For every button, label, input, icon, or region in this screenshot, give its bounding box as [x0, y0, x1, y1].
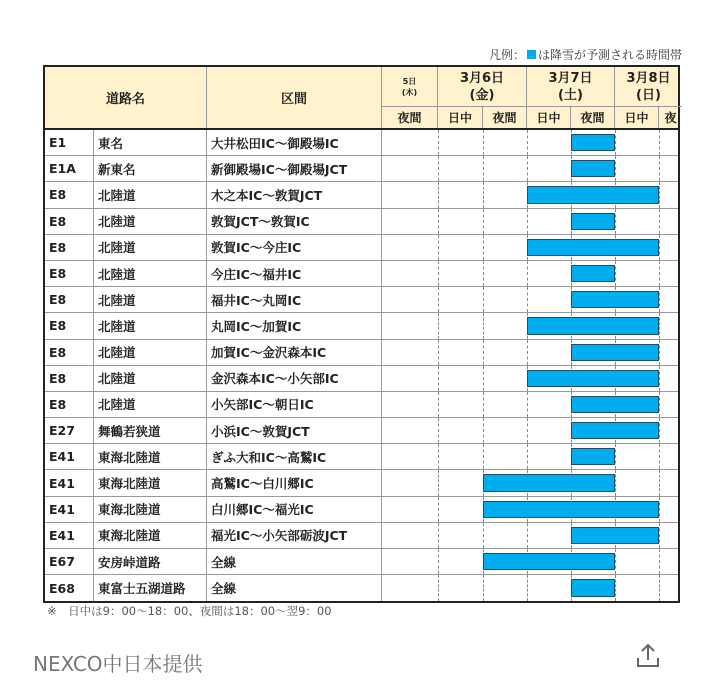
timeline	[382, 575, 678, 601]
slot-divider	[438, 418, 439, 443]
road-code: E8	[45, 235, 94, 260]
road-code: E8	[45, 392, 94, 417]
road-section: 敦賀JCT～敦賀IC	[207, 209, 382, 234]
slot-divider	[527, 392, 528, 417]
timeline	[382, 287, 678, 312]
table-body	[45, 130, 678, 601]
road-section: 福光IC～小矢部砺波JCT	[207, 523, 382, 548]
header-day	[615, 67, 682, 107]
road-code: E8	[45, 313, 94, 338]
road-name: 北陸道	[94, 340, 207, 365]
road-code: E8	[45, 261, 94, 286]
slot-divider	[438, 366, 439, 391]
header-section: 区間	[207, 67, 382, 128]
header-slot: 日中	[615, 107, 659, 128]
timeline	[382, 209, 678, 234]
slot-divider	[483, 209, 484, 234]
road-section: 木之本IC～敦賀JCT	[207, 182, 382, 207]
road-name: 舞鶴若狭道	[94, 418, 207, 443]
header-slot: 日中	[527, 107, 571, 128]
slot-divider	[483, 261, 484, 286]
road-section: 加賀IC～金沢森本IC	[207, 340, 382, 365]
header-slot: 日中	[438, 107, 483, 128]
road-code: E8	[45, 366, 94, 391]
slot-divider	[438, 444, 439, 469]
slot-divider	[438, 261, 439, 286]
slot-divider	[483, 340, 484, 365]
road-code: E8	[45, 340, 94, 365]
road-code: E1A	[45, 156, 94, 181]
road-name: 東富士五湖道路	[94, 575, 207, 601]
timeline	[382, 366, 678, 391]
slot-divider	[483, 523, 484, 548]
share-icon[interactable]	[633, 641, 663, 671]
snow-forecast-table	[43, 65, 680, 603]
slot-divider	[659, 497, 660, 522]
slot-divider	[615, 156, 616, 181]
snow-bar	[527, 317, 659, 334]
slot-divider	[483, 575, 484, 601]
slot-divider	[527, 340, 528, 365]
slot-divider	[659, 418, 660, 443]
snow-bar	[571, 422, 659, 439]
slot-divider	[615, 209, 616, 234]
road-name: 北陸道	[94, 287, 207, 312]
snow-bar	[483, 501, 659, 518]
table-row	[45, 182, 678, 208]
header-day	[438, 67, 527, 107]
road-name: 北陸道	[94, 313, 207, 338]
photo-credit: NEXCO中日本提供	[33, 652, 203, 676]
slot-divider	[438, 313, 439, 338]
timeline	[382, 444, 678, 469]
slot-divider	[438, 523, 439, 548]
slot-divider	[527, 523, 528, 548]
road-name: 北陸道	[94, 209, 207, 234]
road-name: 東名	[94, 130, 207, 155]
slot-divider	[438, 182, 439, 207]
timeline	[382, 235, 678, 260]
timeline	[382, 549, 678, 574]
timeline	[382, 130, 678, 155]
slot-divider	[615, 444, 616, 469]
slot-divider	[438, 209, 439, 234]
table-header	[45, 67, 678, 130]
road-section: 敦賀IC～今庄IC	[207, 235, 382, 260]
slot-divider	[615, 130, 616, 155]
slot-divider	[438, 497, 439, 522]
slot-divider	[483, 313, 484, 338]
slot-divider	[483, 444, 484, 469]
slot-divider	[438, 130, 439, 155]
road-name: 北陸道	[94, 392, 207, 417]
slot-divider	[527, 575, 528, 601]
table-row	[45, 261, 678, 287]
road-section: 小矢部IC～朝日IC	[207, 392, 382, 417]
snow-bar	[571, 527, 659, 544]
road-name: 東海北陸道	[94, 444, 207, 469]
snow-bar	[571, 344, 659, 361]
footnote: ※ 日中は9：00～18：00、夜間は18：00～翌9：00	[47, 604, 332, 618]
snow-bar	[571, 160, 615, 177]
road-name: 北陸道	[94, 182, 207, 207]
table-row	[45, 470, 678, 496]
legend	[489, 46, 682, 63]
timeline	[382, 156, 678, 181]
road-name: 東海北陸道	[94, 497, 207, 522]
header-slot: 夜間	[483, 107, 527, 128]
table-row	[45, 392, 678, 418]
timeline	[382, 340, 678, 365]
slot-divider	[483, 156, 484, 181]
slot-divider	[527, 444, 528, 469]
snow-bar	[483, 474, 615, 491]
road-name: 北陸道	[94, 366, 207, 391]
timeline	[382, 182, 678, 207]
slot-divider	[483, 130, 484, 155]
road-code: E41	[45, 444, 94, 469]
slot-divider	[483, 366, 484, 391]
snow-bar	[483, 553, 615, 570]
slot-divider	[659, 313, 660, 338]
slot-divider	[615, 470, 616, 495]
road-name: 東海北陸道	[94, 523, 207, 548]
snow-bar	[571, 213, 615, 230]
road-code: E68	[45, 575, 94, 601]
slot-divider	[659, 261, 660, 286]
road-section: 福井IC～丸岡IC	[207, 287, 382, 312]
snow-bar	[527, 186, 659, 203]
timeline	[382, 418, 678, 443]
day-weekday: (金)	[469, 87, 495, 103]
road-name: 東海北陸道	[94, 470, 207, 495]
road-name: 安房峠道路	[94, 549, 207, 574]
road-code: E27	[45, 418, 94, 443]
slot-divider	[438, 235, 439, 260]
table-row	[45, 235, 678, 261]
slot-divider	[527, 287, 528, 312]
slot-divider	[659, 340, 660, 365]
road-section: 高鷲IC～白川郷IC	[207, 470, 382, 495]
slot-divider	[659, 287, 660, 312]
road-section: 全線	[207, 549, 382, 574]
day-date: 5日	[402, 76, 417, 86]
road-name: 新東名	[94, 156, 207, 181]
table-row	[45, 444, 678, 470]
road-section: 小浜IC～敦賀JCT	[207, 418, 382, 443]
snow-bar	[571, 134, 615, 151]
header-slot: 夜間	[571, 107, 615, 128]
snow-bar	[571, 579, 615, 597]
slot-divider	[659, 235, 660, 260]
slot-divider	[438, 392, 439, 417]
day-weekday: (土)	[558, 87, 583, 103]
snow-bar	[527, 370, 659, 387]
road-section: 大井松田IC～御殿場IC	[207, 130, 382, 155]
snow-bar	[527, 239, 659, 256]
slot-divider	[659, 470, 660, 495]
slot-divider	[659, 523, 660, 548]
slot-divider	[659, 549, 660, 574]
road-name: 北陸道	[94, 261, 207, 286]
road-code: E1	[45, 130, 94, 155]
day-weekday: (日)	[636, 87, 661, 103]
day-date: 3月7日	[548, 70, 593, 86]
slot-divider	[659, 392, 660, 417]
legend-text: は降雪が予測される時間帯	[537, 48, 682, 62]
slot-divider	[659, 209, 660, 234]
table-row	[45, 549, 678, 575]
road-section: 白川郷IC～福光IC	[207, 497, 382, 522]
table-row	[45, 366, 678, 392]
slot-divider	[438, 340, 439, 365]
legend-swatch	[527, 50, 536, 59]
slot-divider	[438, 156, 439, 181]
road-code: E41	[45, 497, 94, 522]
slot-divider	[659, 130, 660, 155]
day-date: 3月8日	[626, 70, 671, 86]
timeline	[382, 392, 678, 417]
road-section: 丸岡IC～加賀IC	[207, 313, 382, 338]
snow-bar	[571, 396, 659, 413]
table-row	[45, 156, 678, 182]
road-code: E41	[45, 470, 94, 495]
table-row	[45, 523, 678, 549]
slot-divider	[438, 575, 439, 601]
day-date: 3月6日	[459, 70, 505, 86]
legend-prefix: 凡例：	[488, 48, 525, 62]
slot-divider	[615, 575, 616, 601]
road-code: E8	[45, 182, 94, 207]
slot-divider	[438, 549, 439, 574]
timeline	[382, 523, 678, 548]
header-road: 道路名	[45, 67, 207, 128]
road-section: ぎふ大和IC～高鷲IC	[207, 444, 382, 469]
slot-divider	[615, 261, 616, 286]
slot-divider	[659, 575, 660, 601]
table-row	[45, 418, 678, 444]
header-slot: 夜	[664, 111, 677, 125]
timeline	[382, 470, 678, 495]
day-weekday: (木)	[401, 87, 418, 97]
timeline	[382, 497, 678, 522]
header-slot: 夜間	[382, 107, 438, 128]
snow-bar	[571, 448, 615, 465]
snow-bar	[571, 265, 615, 282]
table-row	[45, 313, 678, 339]
table-row	[45, 130, 678, 156]
road-section: 今庄IC～福井IC	[207, 261, 382, 286]
road-code: E8	[45, 209, 94, 234]
slot-divider	[483, 182, 484, 207]
snow-bar	[571, 291, 659, 308]
table-row	[45, 575, 678, 601]
slot-divider	[438, 470, 439, 495]
slot-divider	[527, 418, 528, 443]
road-code: E8	[45, 287, 94, 312]
slot-divider	[483, 392, 484, 417]
road-section: 新御殿場IC～御殿場JCT	[207, 156, 382, 181]
table-row	[45, 340, 678, 366]
slot-divider	[483, 235, 484, 260]
slot-divider	[483, 287, 484, 312]
slot-divider	[527, 261, 528, 286]
slot-divider	[659, 444, 660, 469]
table-row	[45, 209, 678, 235]
road-code: E41	[45, 523, 94, 548]
road-section: 金沢森本IC～小矢部IC	[207, 366, 382, 391]
slot-divider	[527, 156, 528, 181]
road-name: 北陸道	[94, 235, 207, 260]
timeline	[382, 261, 678, 286]
road-code: E67	[45, 549, 94, 574]
slot-divider	[659, 366, 660, 391]
table-row	[45, 287, 678, 313]
slot-divider	[483, 418, 484, 443]
timeline	[382, 313, 678, 338]
slot-divider	[659, 182, 660, 207]
slot-divider	[527, 130, 528, 155]
slot-divider	[438, 287, 439, 312]
header-day	[527, 67, 615, 107]
slot-divider	[615, 549, 616, 574]
slot-divider	[527, 209, 528, 234]
table-row	[45, 497, 678, 523]
slot-divider	[659, 156, 660, 181]
header-day	[382, 67, 438, 107]
road-section: 全線	[207, 575, 382, 601]
